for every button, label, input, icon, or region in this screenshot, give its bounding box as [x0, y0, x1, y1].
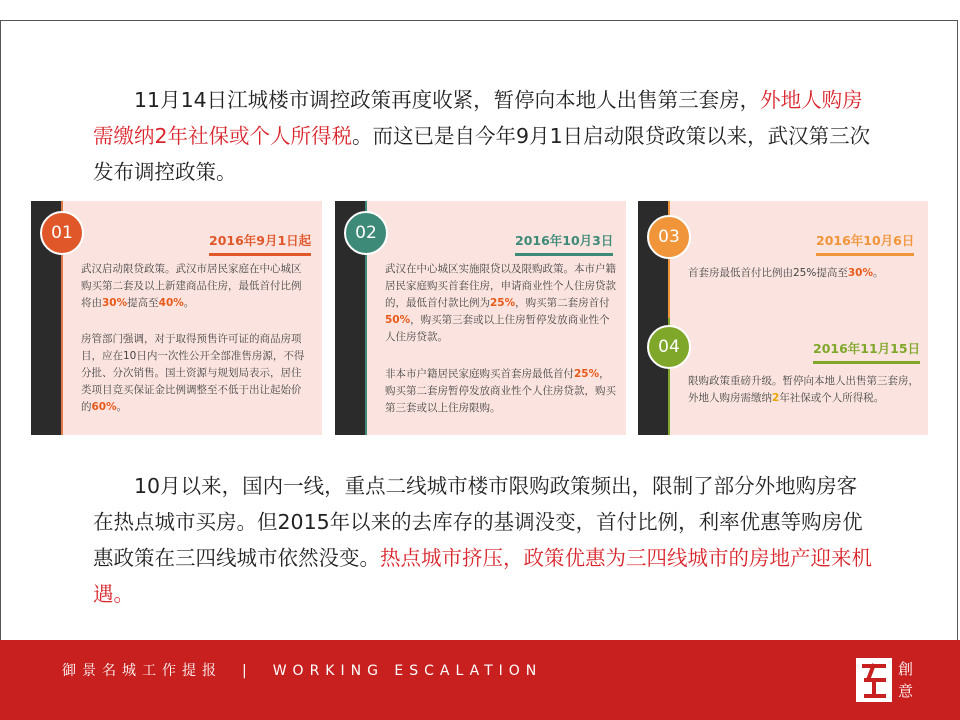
brand-logo-icon: [852, 650, 922, 710]
text: 。: [183, 297, 195, 309]
text: ，购买第二套房首付: [515, 297, 610, 309]
text: 首套房最低首付比例由25%提高至: [688, 267, 848, 279]
intro-text-2: 。而这已是自今年9月1日启动限贷政策以来，武汉第三次发布调控政策。: [93, 124, 871, 184]
card-text-2: [81, 331, 311, 416]
policy-card-3: [638, 201, 928, 435]
card-date: 2016年9月1日起: [209, 231, 311, 256]
text: 提高至: [127, 297, 159, 309]
intro-highlight: 外地人购房需缴纳2年社保或个人所得税: [93, 88, 863, 148]
card-text: [688, 373, 920, 407]
logo-char-1: 創: [898, 660, 914, 678]
step-badge-02: 02: [344, 211, 388, 255]
text: 限购政策重磅升级。暂停向本地人出售第三套房，外地人购房需缴纳: [688, 375, 919, 404]
highlight: 40%: [158, 297, 184, 309]
highlight: 30%: [102, 297, 128, 309]
summary-paragraph: [93, 468, 873, 612]
card-date: 2016年11月15日: [813, 339, 920, 364]
text: 。: [872, 267, 884, 279]
card-date: 2016年10月3日: [515, 231, 613, 256]
text: ，购买第二套房暂停发放商业性个人住房贷款，购买第三套或以上住房限购。: [385, 368, 616, 414]
policy-card-1: [31, 201, 322, 435]
intro-paragraph: [93, 82, 873, 190]
logo-char-2: 意: [898, 682, 914, 700]
highlight: 60%: [91, 401, 117, 413]
highlight: 30%: [847, 267, 873, 279]
highlight: 25%: [490, 297, 516, 309]
card-text: [688, 265, 918, 282]
card-text-2: [385, 366, 617, 417]
text: 非本市户籍居民家庭购买首套房最低首付: [385, 368, 574, 380]
step-badge-03: 03: [647, 215, 691, 259]
step-badge-01: 01: [40, 211, 84, 255]
text: 武汉在中心城区实施限贷以及限购政策。本市户籍居民家庭购买首套住房，申请商业性个人住房贷款的，最低首付款比例为: [385, 263, 616, 309]
text: 年社保或个人所得税。: [779, 392, 885, 404]
card-text-1: [385, 261, 617, 346]
footer-title: 御景名城工作提报 | WORKING ESCALATION: [62, 663, 543, 679]
highlight: 2: [772, 392, 780, 404]
highlight: 50%: [385, 314, 411, 326]
summary-highlight: 热点城市挤压，政策优惠为三四线城市的房地产迎来机遇。: [93, 546, 872, 606]
summary-text: 10月以来，国内一线，重点二线城市楼市限购政策频出，限制了部分外地购房客在热点城市买房。但2015年以来的去库存的基调没变，首付比例，利率优惠等购房优惠政策在三四线城市依然没变。: [93, 474, 863, 570]
card-text-1: [81, 261, 311, 312]
step-badge-04: 04: [647, 325, 691, 369]
highlight: 25%: [574, 368, 600, 380]
text: 武汉启动限贷政策。武汉市居民家庭在中心城区购买第二套及以上新建商品住房，最低首付比例将由: [81, 263, 302, 309]
footer-bar: [0, 640, 960, 720]
text: 。: [116, 401, 128, 413]
text: 房管部门强调，对于取得预售许可证的商品房项目，应在10日内一次性公开全部准售房源，不得分批、分次销售。国土资源与规划局表示，居住类项目竞买保证金比例调整至不低于出让起始价的: [81, 333, 305, 413]
policy-card-2: [335, 201, 626, 435]
text: ，购买第三套或以上住房暂停发放商业性个人住房贷款。: [385, 314, 610, 343]
intro-text-1: 11月14日江城楼市调控政策再度收紧，暂停向本地人出售第三套房，: [134, 88, 761, 112]
card-date: 2016年10月6日: [816, 231, 914, 256]
